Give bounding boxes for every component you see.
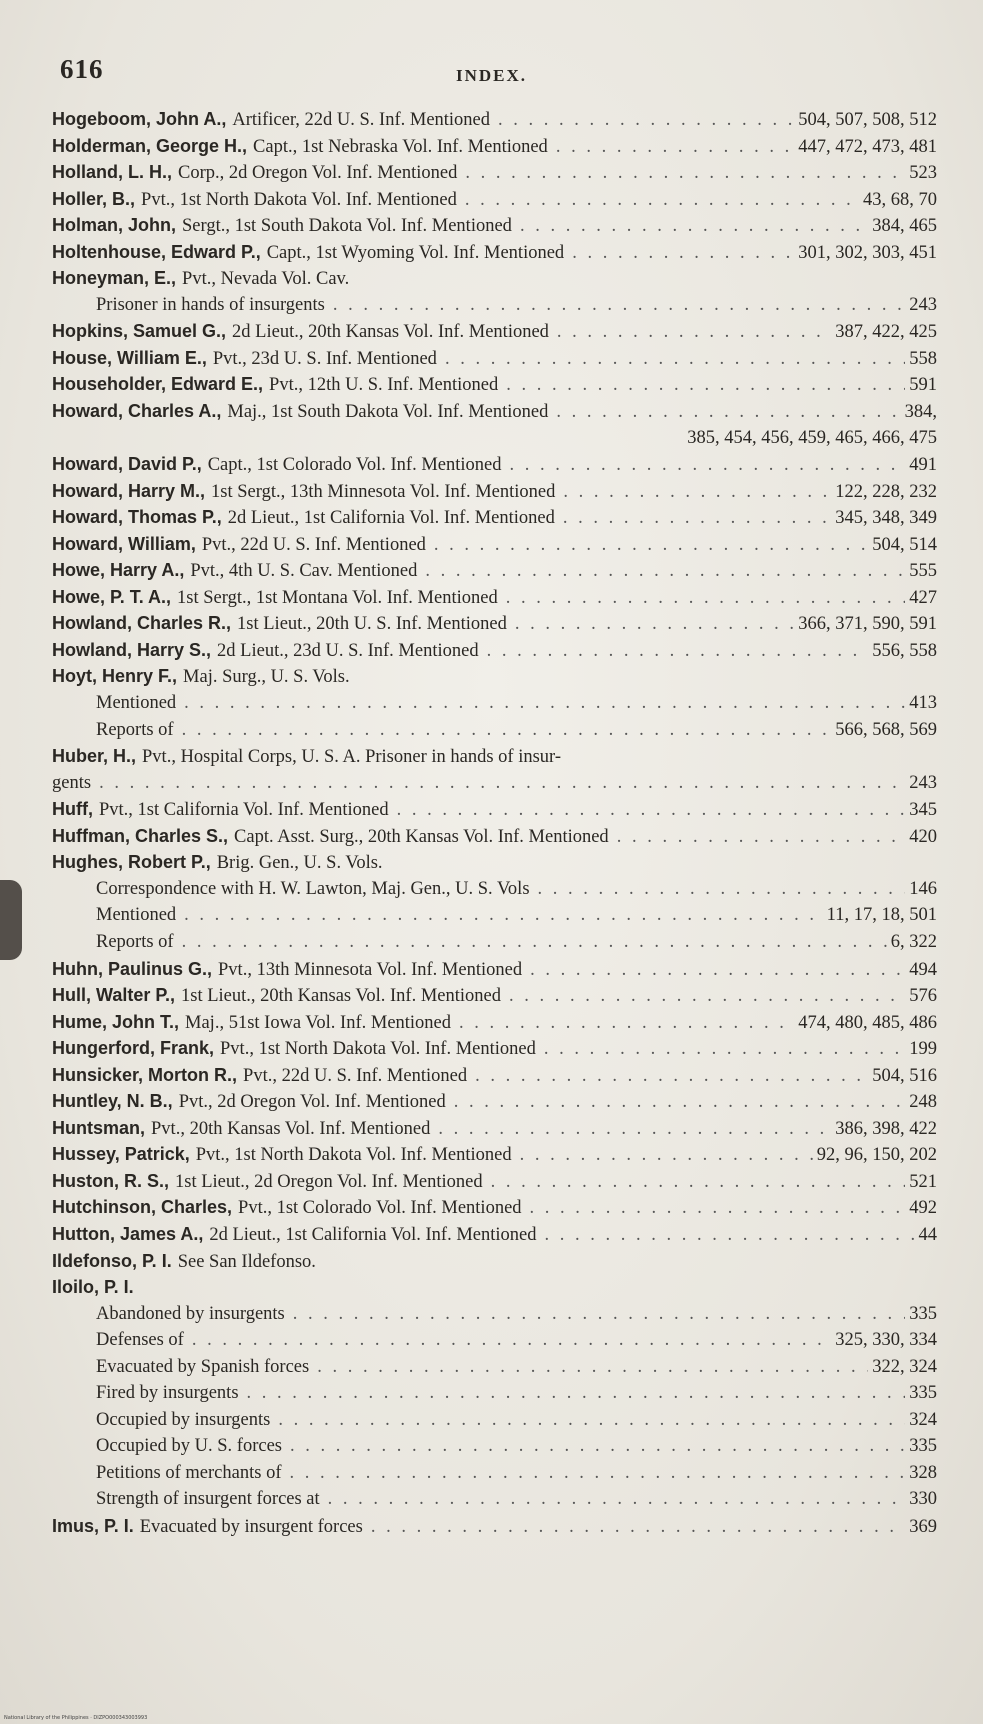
entry-page-refs: 447, 472, 473, 481 (798, 136, 937, 157)
entry-page-refs: 335 (909, 1436, 937, 1457)
entry-heading: Hogeboom, John A., (52, 109, 227, 129)
index-entry (52, 504, 937, 531)
page-edge-shadow (0, 880, 22, 960)
entry-heading: Huffman, Charles S., (52, 825, 229, 846)
entry-heading: Imus, P. I. (52, 1515, 134, 1536)
dot-leader (247, 1380, 906, 1407)
entry-description: Corp., 2d Oregon Vol. Inf. Mentioned (178, 163, 458, 184)
entry-page-refs: 301, 302, 303, 451 (798, 242, 937, 263)
dot-leader (487, 638, 869, 665)
dot-leader (371, 1514, 905, 1541)
entry-description: Pvt., 2d Oregon Vol. Inf. Mentioned (178, 1092, 446, 1113)
entry-description: 1st Lieut., 20th Kansas Vol. Inf. Mentioned (181, 986, 501, 1007)
entry-page-refs: 523 (909, 163, 937, 184)
dot-leader (509, 983, 905, 1010)
dot-leader (317, 1354, 868, 1381)
dot-leader (434, 532, 868, 559)
entry-heading: Howard, William, (52, 533, 196, 554)
entry-heading: Hutchinson, Charles, (52, 1197, 233, 1218)
subentry-label: Reports of (96, 931, 174, 952)
dot-leader (556, 134, 794, 161)
entry-description: 2d Lieut., 1st California Vol. Inf. Mentioned (209, 1224, 537, 1245)
entry-page-refs: 494 (909, 959, 937, 980)
entry-description: Pvt., 22d U. S. Inf. Mentioned (243, 1065, 468, 1086)
entry-description: 1st Sergt., 1st Montana Vol. Inf. Mentioned (177, 587, 498, 608)
entry-page-refs: 413 (909, 693, 937, 714)
entry-description: Pvt., 4th U. S. Cav. Mentioned (190, 561, 418, 582)
entry-description: Pvt., 12th U. S. Inf. Mentioned (269, 375, 499, 396)
index-entry (52, 956, 937, 983)
index-entry (52, 265, 937, 292)
entry-page-refs: 521 (909, 1171, 937, 1192)
index-entry (52, 186, 937, 213)
dot-leader (290, 1433, 905, 1460)
entry-page-refs: 243 (909, 294, 937, 315)
entry-page-refs: 384, (904, 402, 937, 423)
entry-heading: Holler, B., (52, 188, 136, 209)
entry-page-refs: 591 (909, 375, 937, 396)
entry-heading: Iloilo, P. I. (52, 1277, 134, 1298)
index-entry (52, 557, 937, 584)
entry-page-refs: 504, 514 (872, 534, 937, 555)
entry-description: Pvt., 20th Kansas Vol. Inf. Mentioned (151, 1118, 431, 1139)
entry-page-refs: 11, 17, 18, 501 (826, 905, 937, 926)
entry-description: 1st Sergt., 13th Minnesota Vol. Inf. Mentioned (211, 481, 556, 502)
dot-leader (328, 1486, 906, 1513)
entry-page-refs: 146 (909, 878, 937, 899)
entry-page-refs: 504, 516 (872, 1065, 937, 1086)
index-entry (52, 743, 937, 770)
entry-heading: Householder, Edward E., (52, 374, 264, 395)
index-entry (52, 1115, 937, 1142)
dot-leader (563, 505, 831, 532)
index-entry (52, 1141, 937, 1168)
dot-leader (459, 1010, 794, 1037)
index-entry (52, 1274, 937, 1301)
dot-leader (465, 187, 859, 214)
entry-description: Pvt., 1st North Dakota Vol. Inf. Mentioned (195, 1145, 512, 1166)
entry-heading: House, William E., (52, 347, 207, 368)
entry-page-refs: 556, 558 (872, 640, 937, 661)
dot-leader (333, 292, 905, 319)
index-entry (52, 796, 937, 823)
index-entry (52, 398, 937, 425)
subentry-label: gents (52, 772, 92, 793)
entry-page-refs: 328 (909, 1462, 937, 1483)
entry-page-refs: 555 (909, 561, 937, 582)
index-entry (52, 133, 937, 160)
entry-heading: Howard, David P., (52, 454, 202, 475)
index-entry (52, 849, 937, 876)
index-entry (52, 318, 937, 345)
index-entry (52, 1168, 937, 1195)
dot-leader (506, 372, 905, 399)
entry-description: Pvt., 22d U. S. Inf. Mentioned (201, 534, 426, 555)
entry-heading: Holtenhouse, Edward P., (52, 241, 261, 262)
subentry-label: Abandoned by insurgents (96, 1303, 285, 1324)
entry-page-refs: 474, 480, 485, 486 (798, 1012, 937, 1033)
entry-heading: Huntsman, (52, 1117, 146, 1138)
dot-leader (454, 1089, 906, 1116)
entry-heading: Hopkins, Samuel G., (52, 321, 227, 342)
dot-leader (182, 717, 832, 744)
entry-description: 1st Lieut., 20th U. S. Inf. Mentioned (237, 614, 507, 635)
entry-description: 2d Lieut., 20th Kansas Vol. Inf. Mentioned (232, 322, 549, 343)
index-subentry (52, 1301, 937, 1328)
entry-page-refs: 92, 96, 150, 202 (816, 1145, 937, 1166)
entry-page-refs: 491 (909, 455, 937, 476)
entry-heading: Hunsicker, Morton R., (52, 1064, 238, 1085)
index-entry (52, 1221, 937, 1248)
entry-description: Pvt., Hospital Corps, U. S. A. Prisoner in hands of insur- (142, 747, 561, 768)
entry-heading: Hull, Walter P., (52, 985, 176, 1006)
page-number: 616 (60, 54, 104, 84)
entry-heading: Howe, P. T. A., (52, 586, 172, 607)
entry-heading: Honeyman, E., (52, 268, 177, 289)
dot-leader (498, 107, 794, 134)
index-entry (52, 982, 937, 1009)
index-entry (52, 371, 937, 398)
index-entry (52, 663, 937, 690)
entry-page-refs: 387, 422, 425 (835, 322, 937, 343)
index-entry (52, 212, 937, 239)
dot-leader (99, 770, 905, 797)
index-subentry (52, 929, 937, 956)
entry-description: Pvt., 23d U. S. Inf. Mentioned (212, 348, 437, 369)
index-entry (52, 106, 937, 133)
index-subentry (52, 902, 937, 929)
entry-heading: Huff, (52, 799, 93, 820)
subentry-label: Occupied by U. S. forces (96, 1436, 282, 1457)
entry-page-refs: 385, 454, 456, 459, 465, 466, 475 (687, 427, 937, 448)
index-subentry (52, 1380, 937, 1407)
dot-leader (515, 611, 794, 638)
dot-leader (192, 1327, 831, 1354)
dot-leader (506, 585, 906, 612)
entry-description: Maj. Surg., U. S. Vols. (183, 667, 350, 688)
entry-description: Sergt., 1st South Dakota Vol. Inf. Mentioned (182, 216, 512, 237)
index-entries (52, 106, 937, 1540)
entry-page-refs: 558 (909, 348, 937, 369)
index-subentry (52, 1354, 937, 1381)
running-head: INDEX. (455, 66, 528, 85)
index-entry (52, 1062, 937, 1089)
subentry-label: Mentioned (96, 905, 177, 926)
entry-page-refs: 420 (909, 826, 937, 847)
subentry-label: Mentioned (96, 693, 177, 714)
dot-leader (491, 1169, 906, 1196)
entry-description: See San Ildefonso. (177, 1251, 316, 1272)
index-subentry (52, 292, 937, 319)
entry-description: Artificer, 22d U. S. Inf. Mentioned (232, 110, 491, 130)
entry-heading: Howland, Harry S., (52, 639, 212, 660)
subentry-label: Evacuated by Spanish forces (96, 1356, 310, 1377)
index-entry (52, 159, 937, 186)
index-entry (52, 610, 937, 637)
entry-heading: Howland, Charles R., (52, 613, 232, 634)
index-entry (52, 823, 937, 850)
index-subentry (52, 717, 937, 744)
dot-leader (563, 479, 831, 506)
subentry-label: Reports of (96, 719, 174, 740)
index-entry (52, 1194, 937, 1221)
index-subentry (52, 1486, 937, 1513)
index-entry (52, 345, 937, 372)
index-subentry (52, 770, 937, 797)
entry-page-refs: 122, 228, 232 (835, 481, 937, 502)
index-entry (52, 584, 937, 611)
entry-page-refs: 6, 322 (890, 931, 937, 952)
entry-description: Pvt., 1st California Vol. Inf. Mentioned (98, 800, 389, 821)
entry-page-refs: 248 (909, 1092, 937, 1113)
entry-heading: Holderman, George H., (52, 135, 248, 156)
entry-heading: Hungerford, Frank, (52, 1038, 215, 1059)
dot-leader (184, 690, 905, 717)
entry-description: Maj., 1st South Dakota Vol. Inf. Mentioned (227, 402, 549, 423)
index-subentry (52, 1327, 937, 1354)
entry-page-refs: 345 (909, 800, 937, 821)
dot-leader (556, 399, 900, 426)
dot-leader (544, 1036, 905, 1063)
dot-leader (538, 876, 906, 903)
entry-page-refs: 345, 348, 349 (835, 508, 937, 529)
index-continuation (52, 425, 937, 452)
dot-leader (289, 1460, 905, 1487)
footer-credit: National Library of the Philippines · DIZPO000343003993 (4, 1715, 148, 1721)
entry-heading: Ildefonso, P. I. (52, 1250, 172, 1271)
entry-description: 1st Lieut., 2d Oregon Vol. Inf. Mentioned (175, 1171, 483, 1192)
subentry-label: Occupied by insurgents (96, 1409, 271, 1430)
dot-leader (184, 902, 823, 929)
entry-page-refs: 44 (918, 1224, 937, 1245)
entry-page-refs: 384, 465 (872, 216, 937, 237)
entry-page-refs: 322, 324 (872, 1356, 937, 1377)
dot-leader (617, 824, 906, 851)
dot-leader (425, 558, 905, 585)
entry-page-refs: 566, 568, 569 (835, 719, 937, 740)
subentry-label: Prisoner in hands of insurgents (96, 294, 325, 315)
entry-description: Capt., 1st Wyoming Vol. Inf. Mentioned (266, 242, 565, 263)
entry-description: Pvt., 1st North Dakota Vol. Inf. Mentioned (220, 1039, 536, 1060)
subentry-label: Petitions of merchants of (96, 1462, 282, 1483)
index-entry (52, 1009, 937, 1036)
entry-page-refs: 576 (909, 986, 937, 1007)
entry-heading: Huber, H., (52, 746, 137, 767)
index-entry (52, 531, 937, 558)
index-subentry (52, 876, 937, 903)
entry-page-refs: 427 (909, 587, 937, 608)
entry-heading: Howard, Charles A., (52, 401, 222, 422)
entry-page-refs: 43, 68, 70 (863, 189, 937, 210)
entry-heading: Howard, Thomas P., (52, 507, 222, 528)
entry-heading: Huston, R. S., (52, 1170, 169, 1191)
dot-leader (520, 213, 868, 240)
entry-heading: Howe, Harry A., (52, 560, 185, 581)
entry-description: Evacuated by insurgent forces (139, 1516, 363, 1537)
dot-leader (530, 957, 905, 984)
entry-page-refs: 369 (909, 1516, 937, 1537)
index-entry (52, 478, 937, 505)
index-subentry (52, 1433, 937, 1460)
entry-heading: Hoyt, Henry F., (52, 666, 178, 687)
dot-leader (465, 160, 905, 187)
dot-leader (572, 240, 794, 267)
index-entry (52, 1513, 937, 1540)
page-header (60, 54, 923, 94)
entry-description: Maj., 51st Iowa Vol. Inf. Mentioned (185, 1012, 452, 1033)
dot-leader (445, 346, 905, 373)
dot-leader (530, 1195, 906, 1222)
entry-description: 2d Lieut., 1st California Vol. Inf. Mentioned (227, 508, 555, 529)
entry-page-refs: 325, 330, 334 (835, 1330, 937, 1351)
entry-heading: Holland, L. H., (52, 162, 172, 183)
entry-description: Capt., 1st Colorado Vol. Inf. Mentioned (207, 455, 502, 476)
dot-leader (520, 1142, 813, 1169)
entry-description: Pvt., 1st Colorado Vol. Inf. Mentioned (238, 1198, 522, 1219)
dot-leader (545, 1222, 915, 1249)
entry-page-refs: 366, 371, 590, 591 (798, 614, 937, 635)
entry-description: Pvt., 1st North Dakota Vol. Inf. Mentioned (141, 189, 457, 210)
entry-page-refs: 335 (909, 1383, 937, 1404)
index-subentry (52, 1407, 937, 1434)
index-subentry (52, 690, 937, 717)
index-entry (52, 637, 937, 664)
entry-heading: Huhn, Paulinus G., (52, 958, 213, 979)
subentry-label: Correspondence with H. W. Lawton, Maj. Gen., U. S. Vols (96, 878, 530, 899)
entry-page-refs: 492 (909, 1198, 937, 1219)
subentry-label: Defenses of (96, 1330, 184, 1351)
entry-page-refs: 243 (909, 772, 937, 793)
subentry-label: Strength of insurgent forces at (96, 1489, 320, 1510)
entry-heading: Hume, John T., (52, 1011, 180, 1032)
dot-leader (182, 929, 887, 956)
dot-leader (293, 1301, 906, 1328)
entry-description: 2d Lieut., 23d U. S. Inf. Mentioned (217, 640, 479, 661)
entry-description: Capt. Asst. Surg., 20th Kansas Vol. Inf. Mentioned (234, 826, 609, 847)
entry-page-refs: 386, 398, 422 (835, 1118, 937, 1139)
index-subentry (52, 1460, 937, 1487)
entry-heading: Howard, Harry M., (52, 480, 206, 501)
dot-leader (475, 1063, 868, 1090)
index-entry (52, 451, 937, 478)
entry-description: Brig. Gen., U. S. Vols. (216, 853, 383, 874)
entry-description: Pvt., 13th Minnesota Vol. Inf. Mentioned (218, 959, 523, 980)
dot-leader (397, 797, 906, 824)
entry-description: Pvt., Nevada Vol. Cav. (182, 269, 350, 290)
subentry-label: Fired by insurgents (96, 1383, 239, 1404)
entry-page-refs: 335 (909, 1303, 937, 1324)
index-entry (52, 1035, 937, 1062)
dot-leader (278, 1407, 905, 1434)
entry-heading: Hutton, James A., (52, 1223, 204, 1244)
index-entry (52, 1088, 937, 1115)
dot-leader (557, 319, 831, 346)
dot-leader (438, 1116, 831, 1143)
dot-leader (509, 452, 905, 479)
entry-heading: Huntley, N. B., (52, 1091, 173, 1112)
entry-heading: Hughes, Robert P., (52, 852, 211, 873)
entry-page-refs: 324 (909, 1409, 937, 1430)
index-entry (52, 1248, 937, 1275)
entry-page-refs: 330 (909, 1489, 937, 1510)
entry-page-refs: 199 (909, 1039, 937, 1060)
entry-description: Capt., 1st Nebraska Vol. Inf. Mentioned (253, 136, 548, 157)
entry-page-refs: 504, 507, 508, 512 (798, 110, 937, 130)
entry-heading: Holman, John, (52, 215, 177, 236)
entry-heading: Hussey, Patrick, (52, 1144, 190, 1165)
index-entry (52, 239, 937, 266)
